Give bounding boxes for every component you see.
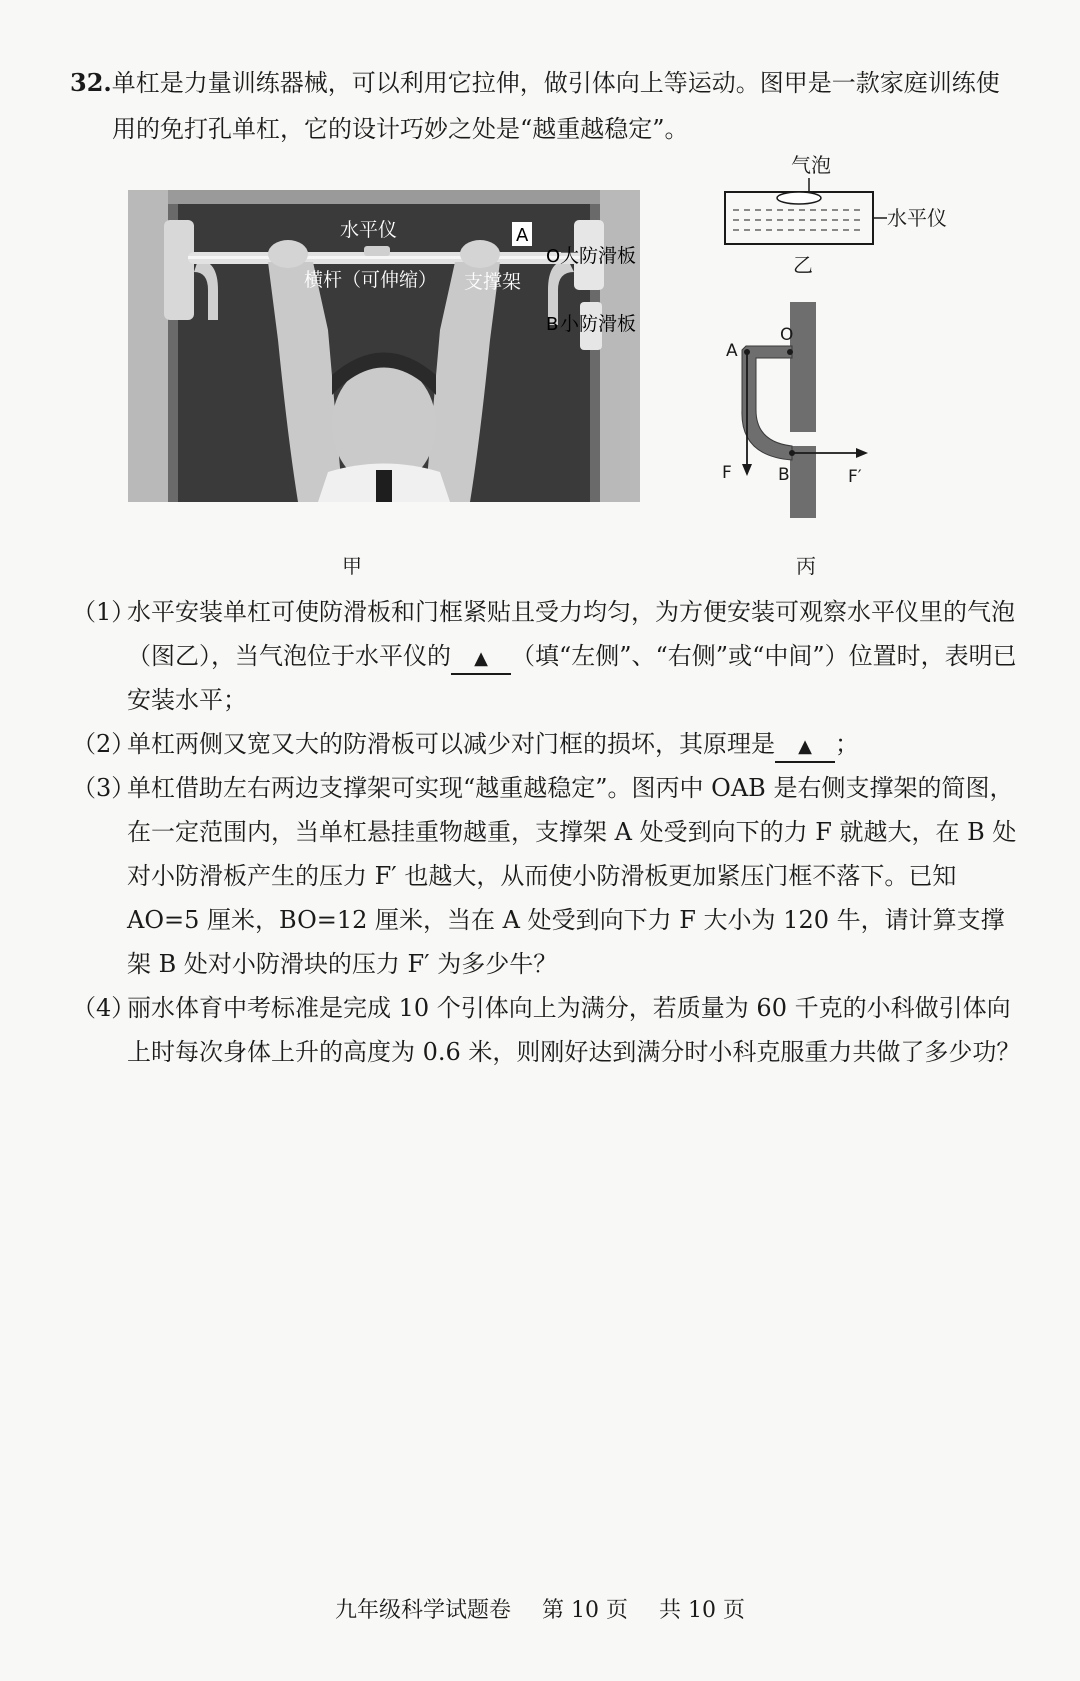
figures-area [0, 150, 1080, 580]
label-O-bing: O [780, 325, 794, 345]
label-bar: 横杆（可伸缩） [304, 269, 438, 291]
label-support: 支撑架 [464, 271, 522, 293]
sub-question-1 [72, 590, 1022, 722]
label-level-jia: 水平仪 [340, 219, 398, 241]
sub-question-4 [72, 986, 1022, 1074]
label-small-pad: 小防滑板 [560, 313, 637, 335]
page-footer [0, 1593, 1080, 1624]
caption-yi: 乙 [793, 253, 813, 277]
sub-question-3 [72, 766, 1022, 986]
caption-bing: 丙 [796, 554, 816, 578]
answer-blank-1[interactable]: ▲ [451, 645, 511, 675]
lower-door-frame [790, 446, 816, 518]
sub-label-1: （1） [72, 598, 136, 626]
support-bracket-OAB [742, 346, 792, 460]
answer-blank-2[interactable]: ▲ [775, 733, 835, 763]
intro-line-2: 用的免打孔单杠，它的设计巧妙之处是“越重越稳定”。 [112, 115, 689, 143]
sub-label-2: （2） [72, 730, 136, 758]
sub3-text: 单杠借助左右两边支撑架可实现“越重越稳定”。图丙中 OAB 是右侧支撑架的简图，在一定范围内，当单杠悬挂重物越重，支撑架 A 处受到向下的力 F 就越大，在 B 处对小防滑板产生的压力 F′ 也越大，从而使小防滑板更加紧压门框不落下。已知 AO=5 厘米，BO=12 厘米，当在 A 处受到向下力 F 大小为 120 牛，请计算支撑架 B 处对小防滑块的压力 F′ 为多少牛？ [127, 774, 1017, 978]
figure-jia-labels [128, 190, 688, 502]
sub-label-4: （4） [72, 994, 136, 1022]
question-intro [70, 60, 1020, 152]
label-A-jia: A [516, 225, 529, 246]
footer-page: 第 10 页 [542, 1598, 628, 1623]
sub2-text-after: ； [835, 730, 859, 758]
sub1-text-before: 水平安装单杠可使防滑板和门框紧贴且受力均匀，为方便安装可观察水平仪里的气泡（图乙），当气泡位于水平仪的 [127, 598, 1015, 670]
label-A-bing: A [726, 341, 738, 361]
label-bubble: 气泡 [791, 153, 831, 177]
label-B-bing: B [778, 465, 790, 485]
figure-yi-level [715, 150, 975, 280]
sub4-text: 丽水体育中考标准是完成 10 个引体向上为满分，若质量为 60 千克的小科做引体向上时每次身体上升的高度为 0.6 米，则刚好达到满分时小科克服重力共做了多少功？ [127, 994, 1021, 1066]
label-level-yi: 水平仪 [887, 206, 947, 230]
sub-label-3: （3） [72, 774, 136, 802]
sub-questions [72, 590, 1022, 1074]
question-number: 32. [70, 68, 112, 97]
label-B-jia: B [546, 314, 559, 335]
label-F-prime: F′ [848, 467, 862, 487]
figure-bing-diagram [700, 300, 900, 520]
label-F: F [722, 463, 732, 483]
sub1-text-after: （填“左侧”、“右侧”或“中间”）位置时，表明已安装水平； [127, 642, 1017, 714]
footer-subject: 九年级科学试题卷 [335, 1598, 512, 1623]
sub2-text-before: 单杠两侧又宽又大的防滑板可以减少对门框的损坏，其原理是 [127, 730, 775, 758]
footer-total: 共 10 页 [659, 1598, 745, 1623]
intro-line-1: 单杠是力量训练器械，可以利用它拉伸，做引体向上等运动。图甲是一款家庭训练使 [111, 69, 1000, 97]
bubble [777, 192, 821, 204]
caption-jia: 甲 [342, 554, 362, 578]
label-big-pad: 大防滑板 [560, 245, 637, 267]
upper-door-frame [790, 302, 816, 432]
sub-question-2 [72, 722, 1022, 766]
label-O-jia: O [546, 246, 561, 267]
